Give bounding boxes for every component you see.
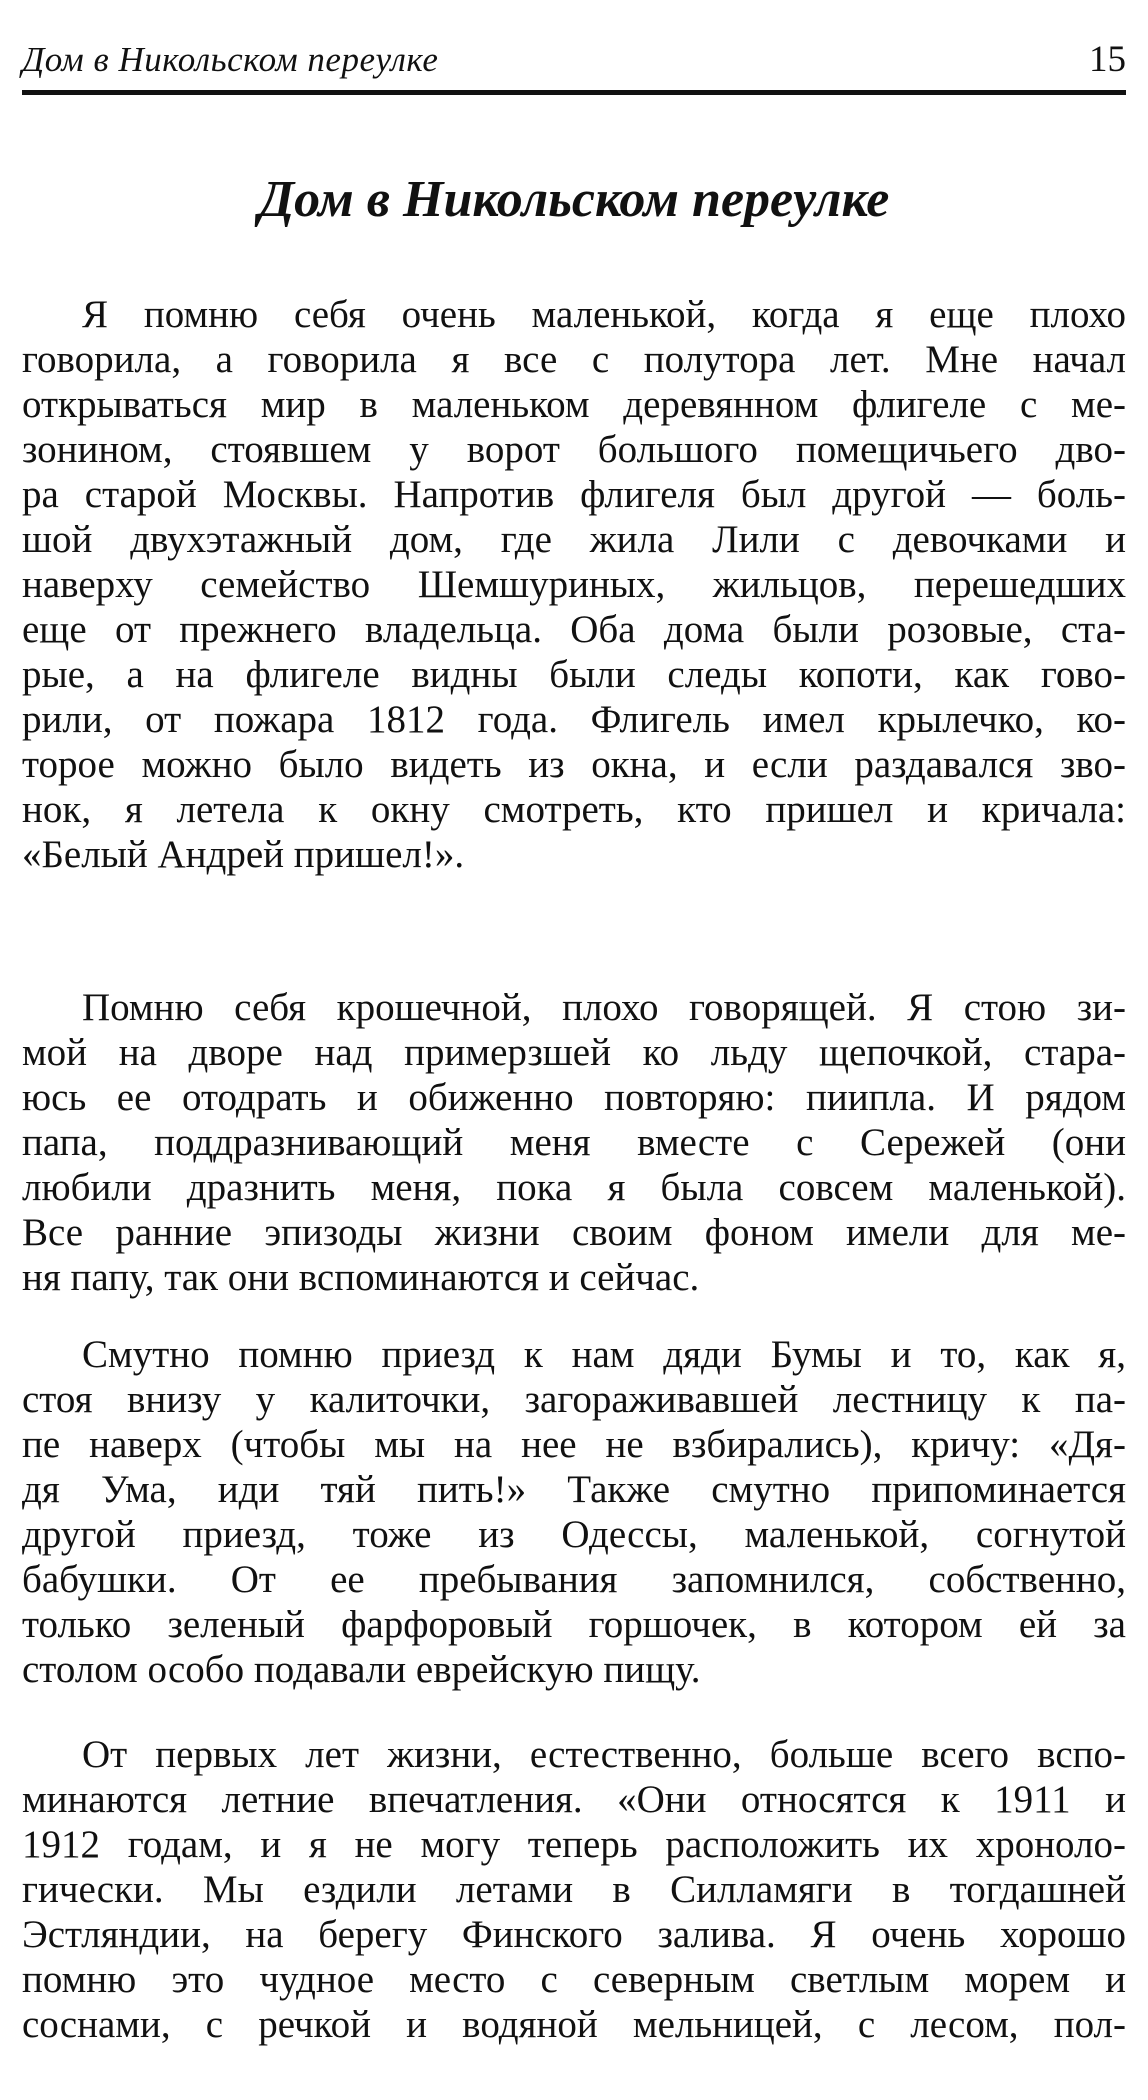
text-line: пе наверх (чтобы мы на нее не взбирались), кричу: «Дя-	[22, 1423, 1126, 1466]
text-line: торое можно было видеть из окна, и если раздавался зво-	[22, 743, 1126, 786]
text-line: рые, а на флигеле видны были следы копоти, как гово-	[22, 653, 1126, 696]
text-line: ня папу, так они вспоминаются и сейчас.	[22, 1256, 700, 1299]
text-line: мой на дворе над примерзшей ко льду щепочкой, стара-	[22, 1031, 1126, 1074]
text-line: Помню себя крошечной, плохо говорящей. Я стою зи-	[82, 986, 1126, 1029]
text-line: рили, от пожара 1812 года. Флигель имел крылечко, ко-	[22, 698, 1126, 741]
text-line: Все ранние эпизоды жизни своим фоном имели для ме-	[22, 1211, 1126, 1254]
text-line: только зеленый фарфоровый горшочек, в котором ей за	[22, 1603, 1126, 1646]
text-line: минаются летние впечатления. «Они относятся к 1911 и	[22, 1778, 1126, 1821]
text-line: стоя внизу у калиточки, загораживавшей лестницу к па-	[22, 1378, 1126, 1421]
text-line: еще от прежнего владельца. Оба дома были розовые, ста-	[22, 608, 1126, 651]
text-line: любили дразнить меня, пока я была совсем маленькой).	[22, 1166, 1126, 1209]
text-line: «Белый Андрей пришел!».	[22, 833, 465, 876]
text-line: открываться мир в маленьком деревянном флигеле с ме-	[22, 383, 1126, 426]
running-header	[22, 40, 1126, 95]
text-line: нок, я летела к окну смотреть, кто пришел и кричала:	[22, 788, 1126, 831]
chapter-title: Дом в Никольском переулке	[258, 171, 890, 228]
text-line: дя Ума, иди тяй пить!» Также смутно припоминается	[22, 1468, 1126, 1511]
running-title: Дом в Никольском переулке	[22, 40, 439, 79]
paragraph	[22, 985, 1126, 1300]
text-line: юсь ее отодрать и обиженно повторяю: пиипла. И рядом	[22, 1076, 1126, 1119]
text-line: папа, поддразнивающий меня вместе с Сережей (они	[22, 1121, 1126, 1164]
text-line: другой приезд, тоже из Одессы, маленькой, согнутой	[22, 1513, 1126, 1556]
text-line: Эстляндии, на берегу Финского залива. Я очень хорошо	[22, 1913, 1126, 1956]
page-number: 15	[1089, 39, 1126, 80]
text-line: Я помню себя очень маленькой, когда я еще плохо	[82, 293, 1126, 336]
text-line: шой двухэтажный дом, где жила Лили с девочками и	[22, 518, 1126, 561]
text-line: ра старой Москвы. Напротив флигеля был другой — боль-	[22, 473, 1126, 516]
text-line: наверху семейство Шемшуриных, жильцов, перешедших	[22, 563, 1126, 606]
text-line: 1912 годам, и я не могу теперь расположить их хроноло-	[22, 1823, 1126, 1866]
text-line: говорила, а говорила я все с полутора лет. Мне начал	[22, 338, 1126, 381]
text-line: От первых лет жизни, естественно, больше всего вспо-	[82, 1733, 1126, 1776]
paragraph	[22, 1732, 1126, 2047]
paragraph	[22, 292, 1126, 877]
text-line: соснами, с речкой и водяной мельницей, с лесом, пол-	[22, 2003, 1126, 2046]
text-line: зонином, стоявшем у ворот большого помещичьего дво-	[22, 428, 1126, 471]
text-line: помню это чудное место с северным светлым морем и	[22, 1958, 1126, 2001]
text-line: бабушки. От ее пребывания запомнился, собственно,	[22, 1558, 1126, 1601]
text-line: гически. Мы ездили летами в Силламяги в тогдашней	[22, 1868, 1126, 1911]
paragraph	[22, 1332, 1126, 1692]
text-line: столом особо подавали еврейскую пищу.	[22, 1648, 701, 1691]
text-line: Смутно помню приезд к нам дяди Бумы и то, как я,	[82, 1333, 1126, 1376]
